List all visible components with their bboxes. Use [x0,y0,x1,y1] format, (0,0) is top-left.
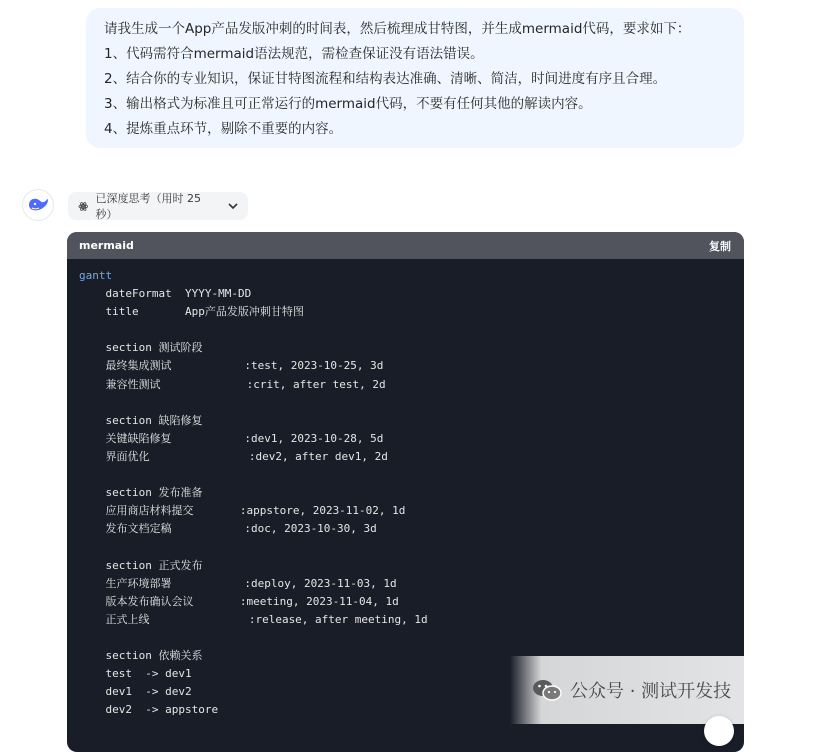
user-message-bubble [86,8,744,148]
code-line: 应用商店材料提交 :appstore, 2023-11-02, 1d [79,504,406,518]
atom-icon [78,201,89,212]
code-line: 生产环境部署 :deploy, 2023-11-03, 1d [79,576,397,590]
wechat-icon [532,678,562,702]
code-line: section 测试阶段 [79,341,203,355]
watermark [510,656,824,724]
user-message-line: 请我生成一个App产品发版冲刺的时间表，然后梳理成甘特图，并生成mermaid代码，要求如下： [104,21,691,37]
code-line: 版本发布确认会议 :meeting, 2023-11-04, 1d [79,594,399,608]
user-message-line: 3、输出格式为标准且可正常运行的mermaid代码，不要有任何其他的解读内容。 [104,96,592,112]
code-line: title App产品发版冲刺甘特图 [79,305,304,319]
code-line: 发布文档定稿 :doc, 2023-10-30, 3d [79,522,377,536]
code-line: section 缺陷修复 [79,413,203,427]
user-message-line: 1、代码需符合mermaid语法规范，需检查保证没有语法错误。 [104,46,484,62]
user-message-line: 4、提炼重点环节，剔除不重要的内容。 [104,121,343,137]
watermark-text: 公众号 · 测试开发技 [570,681,732,702]
whale-logo-icon [27,196,49,214]
thinking-toggle[interactable] [68,192,248,220]
code-language-label: mermaid [79,239,134,252]
code-content [67,259,744,719]
code-line: 界面优化 :dev2, after dev1, 2d [79,449,388,463]
code-line: 关键缺陷修复 :dev1, 2023-10-28, 5d [79,431,384,445]
assistant-avatar [22,189,54,221]
code-line: 正式上线 :release, after meeting, 1d [79,612,428,626]
code-line: section 依赖关系 [79,648,203,662]
thinking-label: 已深度思考（用时 25 秒） [95,192,202,221]
code-line: dev1 -> dev2 [79,685,192,699]
code-line: dev2 -> appstore [79,703,219,717]
code-keyword: gantt [79,269,113,282]
code-line: section 发布准备 [79,486,203,500]
code-lines [79,287,428,716]
code-block-header [67,232,744,259]
code-line: 兼容性测试 :crit, after test, 2d [79,377,386,391]
code-line: dateFormat YYYY-MM-DD [79,287,252,301]
code-line: section 正式发布 [79,558,203,572]
copy-button[interactable]: 复制 [709,239,731,253]
scroll-to-bottom-button[interactable] [704,716,734,746]
code-line: 最终集成测试 :test, 2023-10-25, 3d [79,359,384,373]
code-line: test -> dev1 [79,667,192,681]
chevron-down-icon [228,203,238,210]
user-message-line: 2、结合你的专业知识，保证甘特图流程和结构表达准确、清晰、简洁，时间进度有序且合理。 [104,71,667,87]
